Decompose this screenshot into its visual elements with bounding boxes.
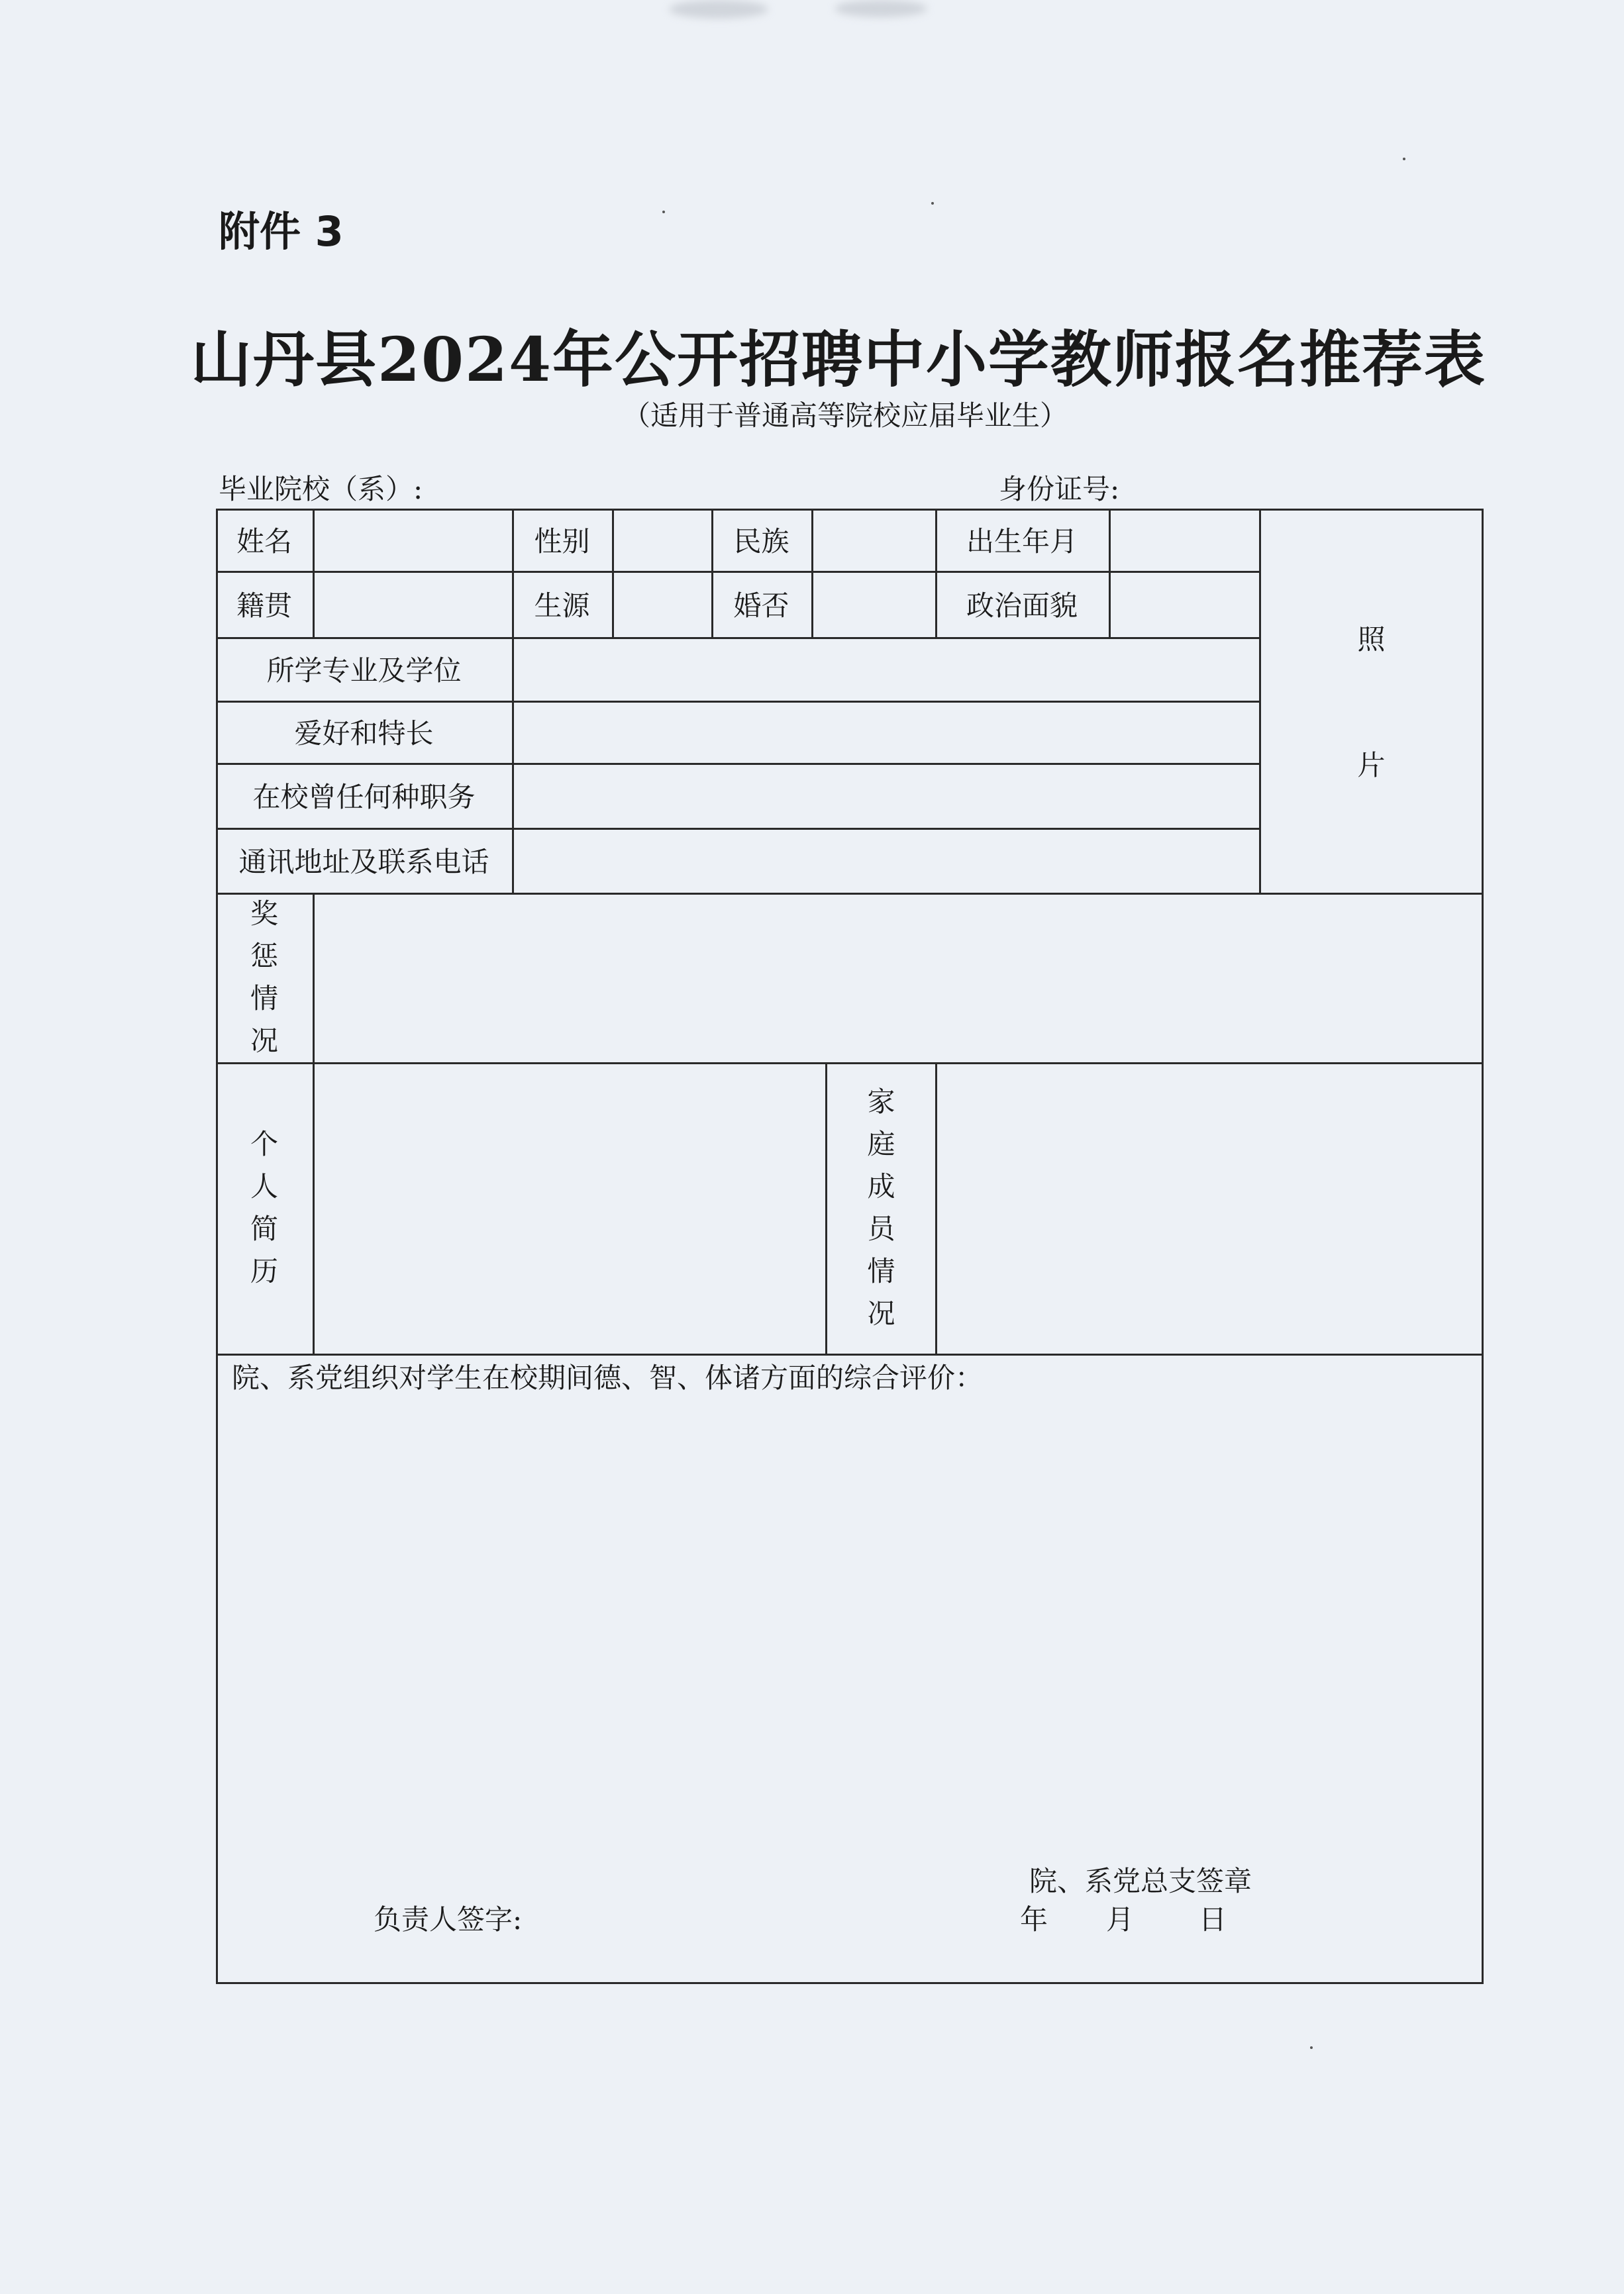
political-status-input[interactable] xyxy=(1111,573,1259,637)
name-input[interactable] xyxy=(315,511,512,571)
awards-input[interactable] xyxy=(315,895,1482,1062)
date-day-label: 日 xyxy=(1199,1903,1227,1936)
scan-speck xyxy=(1403,158,1405,160)
resume-char: 历 xyxy=(250,1255,278,1287)
page-subtitle: （适用于普通高等院校应届毕业生） xyxy=(622,399,1068,432)
family-char: 情 xyxy=(867,1255,895,1287)
evaluation-input[interactable] xyxy=(218,1403,1482,1879)
table-border-bottom xyxy=(216,1982,1484,1984)
origin-input[interactable] xyxy=(614,573,711,637)
registration-form-table xyxy=(216,509,1484,1984)
resume-label xyxy=(216,1062,313,1354)
gender-input[interactable] xyxy=(614,511,711,571)
awards-char: 惩 xyxy=(250,940,278,972)
hobbies-label: 爱好和特长 xyxy=(294,717,434,750)
scan-speck xyxy=(931,202,934,205)
contact-input[interactable] xyxy=(514,830,1259,893)
origin-label: 生源 xyxy=(534,589,590,622)
family-char: 家 xyxy=(867,1085,895,1118)
native-place-label: 籍贯 xyxy=(236,589,292,622)
party-stamp-label: 院、系党总支签章 xyxy=(1029,1865,1252,1897)
awards-char: 奖 xyxy=(250,897,278,930)
native-place-input[interactable] xyxy=(315,573,512,637)
ethnicity-label: 民族 xyxy=(733,525,789,558)
family-members-input[interactable] xyxy=(937,1064,1482,1354)
awards-char: 情 xyxy=(250,982,278,1015)
birth-date-input[interactable] xyxy=(1111,511,1259,571)
marital-status-input[interactable] xyxy=(813,573,935,637)
photo-box[interactable] xyxy=(1261,511,1482,893)
positions-held-label: 在校曾任何种职务 xyxy=(252,781,476,813)
birth-date-label: 出生年月 xyxy=(966,525,1078,558)
hobbies-input[interactable] xyxy=(514,703,1259,763)
name-label: 姓名 xyxy=(236,525,292,558)
contact-label: 通讯地址及联系电话 xyxy=(238,846,489,878)
resume-char: 简 xyxy=(250,1213,278,1245)
id-number-field-label: 身份证号: xyxy=(999,473,1120,505)
school-field-label: 毕业院校（系）: xyxy=(219,473,423,505)
row-divider xyxy=(216,1354,1484,1356)
resume-input[interactable] xyxy=(315,1064,825,1354)
family-char: 庭 xyxy=(867,1128,895,1160)
page-title: 山丹县2024年公开招聘中小学教师报名推荐表 xyxy=(190,324,1487,395)
signer-label: 负责人签字: xyxy=(374,1903,523,1936)
family-members-label xyxy=(827,1062,935,1354)
date-month-label: 月 xyxy=(1106,1903,1135,1936)
family-char: 况 xyxy=(867,1297,895,1330)
major-degree-label: 所学专业及学位 xyxy=(266,654,462,687)
family-char: 员 xyxy=(867,1213,895,1245)
political-status-label: 政治面貌 xyxy=(966,589,1078,622)
resume-char: 人 xyxy=(250,1170,278,1203)
scan-speck xyxy=(1310,2046,1313,2049)
scan-smudge-right xyxy=(835,0,927,17)
photo-label-bottom: 片 xyxy=(1357,749,1386,781)
gender-label: 性别 xyxy=(534,525,590,558)
marital-status-label: 婚否 xyxy=(733,589,789,622)
resume-char: 个 xyxy=(250,1128,278,1160)
major-degree-input[interactable] xyxy=(514,639,1259,701)
family-char: 成 xyxy=(867,1170,895,1203)
positions-held-input[interactable] xyxy=(514,765,1259,828)
date-year-label: 年 xyxy=(1020,1903,1048,1936)
photo-label-top: 照 xyxy=(1357,623,1386,656)
table-border-right xyxy=(1482,509,1484,1984)
annex-label: 附件 3 xyxy=(219,207,344,256)
awards-char: 况 xyxy=(250,1024,278,1057)
ethnicity-input[interactable] xyxy=(813,511,935,571)
evaluation-prompt: 院、系党组织对学生在校期间德、智、体诸方面的综合评价： xyxy=(232,1362,984,1394)
awards-label xyxy=(216,893,313,1062)
scan-speck xyxy=(662,211,665,213)
scan-smudge-left xyxy=(669,0,768,19)
